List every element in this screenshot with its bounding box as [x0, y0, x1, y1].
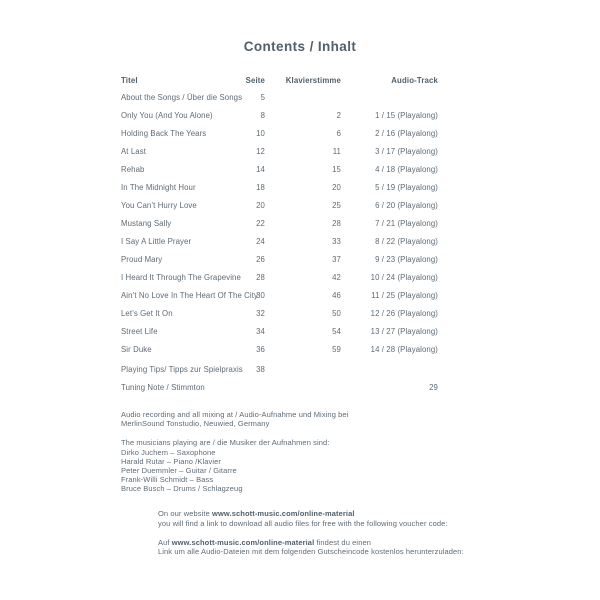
cell-klav: 50	[332, 308, 341, 318]
column-header-audio-track: Audio-Track	[391, 75, 438, 85]
recording-credit-line: MerlinSound Tonstudio, Neuwied, Germany	[121, 419, 270, 429]
cell-klav: 54	[332, 326, 341, 336]
cell-klav: 2	[336, 110, 341, 120]
cell-seite: 10	[256, 128, 265, 138]
footer-text: Auf	[158, 537, 172, 547]
footer-text: On our website	[158, 509, 213, 518]
download-info-de-line1	[158, 538, 464, 548]
download-info-block	[158, 509, 464, 557]
cell-titel: Rehab	[121, 164, 145, 174]
cell-klav: 42	[332, 272, 341, 282]
table-row	[121, 250, 438, 268]
cell-seite: 30	[256, 290, 265, 300]
cell-audio: 9 / 23 (Playalong)	[375, 254, 438, 264]
download-info-de	[158, 538, 464, 557]
musicians-intro: The musicians playing are / die Musiker der Aufnahmen sind:	[121, 438, 330, 448]
cell-audio: 4 / 18 (Playalong)	[375, 164, 438, 174]
download-info-en-line2: you will find a link to download all audio files for free with the following voucher code:	[158, 518, 448, 528]
cell-audio: 3 / 17 (Playalong)	[375, 146, 438, 156]
website-url: www.schott-music.com/online-material	[171, 537, 315, 547]
cell-titel: In The Midnight Hour	[121, 182, 196, 192]
credits-block	[121, 410, 348, 494]
cell-titel: Mustang Sally	[121, 218, 172, 228]
cell-audio: 1 / 15 (Playalong)	[375, 110, 438, 120]
cell-audio: 10 / 24 (Playalong)	[370, 272, 438, 282]
musicians-credit	[121, 438, 348, 493]
cell-seite: 26	[256, 254, 265, 264]
column-header-titel: Titel	[121, 75, 138, 85]
cell-klav: 33	[332, 236, 341, 246]
footer-text: findest du einen	[314, 537, 372, 547]
table-row	[121, 178, 438, 196]
download-info-en	[158, 509, 464, 528]
cell-klav: 28	[332, 218, 341, 228]
cell-klav: 6	[336, 128, 341, 138]
column-header-klavierstimme: Klavierstimme	[285, 75, 341, 85]
table-row	[121, 232, 438, 250]
cell-titel: Sir Duke	[121, 344, 152, 354]
table-row	[121, 124, 438, 142]
contents-table	[121, 72, 438, 396]
table-row	[121, 286, 438, 304]
table-row	[121, 304, 438, 322]
table-row	[121, 106, 438, 124]
cell-seite: 28	[256, 272, 265, 282]
table-row	[121, 340, 438, 358]
cell-titel: Only You (And You Alone)	[121, 110, 213, 120]
cell-titel: Let’s Get It On	[121, 308, 173, 318]
cell-audio: 13 / 27 (Playalong)	[370, 326, 438, 336]
cell-audio: 7 / 21 (Playalong)	[375, 218, 438, 228]
cell-seite: 24	[256, 236, 265, 246]
table-row	[121, 160, 438, 178]
musician-line: Bruce Busch – Drums / Schlagzeug	[121, 484, 243, 494]
table-row	[121, 378, 438, 396]
musicians-list	[121, 448, 348, 494]
column-header-seite: Seite	[245, 75, 265, 85]
table-row	[121, 88, 438, 106]
cell-klav: 15	[332, 164, 341, 174]
table-row	[121, 214, 438, 232]
musician-line: Harald Rutar – Piano /Klavier	[121, 456, 222, 466]
musician-line: Peter Duemmler – Guitar / Gitarre	[121, 466, 237, 476]
cell-seite: 36	[256, 344, 265, 354]
cell-titel: Holding Back The Years	[121, 128, 207, 138]
website-url: www.schott-music.com/online-material	[212, 509, 355, 518]
cell-audio: 14 / 28 (Playalong)	[370, 344, 438, 354]
cell-seite: 32	[256, 308, 265, 318]
table-row	[121, 196, 438, 214]
cell-audio: 8 / 22 (Playalong)	[375, 236, 438, 246]
recording-credit	[121, 410, 348, 428]
cell-audio: 6 / 20 (Playalong)	[375, 200, 438, 210]
cell-titel: Playing Tips/ Tipps zur Spielpraxis	[121, 364, 243, 374]
cell-audio: 12 / 26 (Playalong)	[370, 308, 438, 318]
cell-audio: 5 / 19 (Playalong)	[375, 182, 438, 192]
recording-credit-line: Audio recording and all mixing at / Audio-Aufnahme und Mixing bei	[121, 410, 349, 419]
cell-titel: I Say A Little Prayer	[121, 236, 192, 246]
download-info-en-line1	[158, 509, 464, 519]
cell-klav: 20	[332, 182, 341, 192]
cell-klav: 59	[332, 344, 341, 354]
table-header-row	[121, 72, 438, 88]
cell-titel: Proud Mary	[121, 254, 163, 264]
cell-seite: 14	[256, 164, 265, 174]
cell-klav: 25	[332, 200, 341, 210]
cell-seite: 5	[260, 92, 265, 102]
cell-titel: Ain’t No Love In The Heart Of The City	[121, 290, 258, 300]
musician-line: Frank-Willi Schmidt – Bass	[121, 475, 214, 485]
table-body	[121, 88, 438, 396]
musician-line: Dirko Juchem – Saxophone	[121, 447, 216, 457]
cell-titel: At Last	[121, 146, 146, 156]
cell-seite: 12	[256, 146, 265, 156]
cell-seite: 8	[260, 110, 265, 120]
cell-audio: 2 / 16 (Playalong)	[375, 128, 438, 138]
table-row	[121, 268, 438, 286]
table-row	[121, 142, 438, 160]
cell-audio: 29	[429, 382, 438, 392]
page-title: Contents / Inhalt	[243, 39, 357, 54]
cell-seite: 38	[256, 364, 265, 374]
cell-titel: You Can’t Hurry Love	[121, 200, 197, 210]
cell-klav: 46	[332, 290, 341, 300]
cell-titel: Street Life	[121, 326, 158, 336]
cell-seite: 34	[256, 326, 265, 336]
cell-klav: 11	[332, 146, 341, 156]
cell-titel: Tuning Note / Stimmton	[121, 382, 205, 392]
cell-seite: 20	[256, 200, 265, 210]
download-info-de-line2: Link um alle Audio-Dateien mit dem folgenden Gutscheincode kostenlos herunterzuladen:	[158, 547, 464, 557]
cell-titel: I Heard It Through The Grapevine	[121, 272, 241, 282]
cell-audio: 11 / 25 (Playalong)	[371, 290, 438, 300]
cell-titel: About the Songs / Über die Songs	[121, 92, 243, 102]
table-row	[121, 360, 438, 378]
cell-klav: 37	[332, 254, 341, 264]
cell-seite: 22	[256, 218, 265, 228]
table-row	[121, 322, 438, 340]
cell-seite: 18	[256, 182, 265, 192]
